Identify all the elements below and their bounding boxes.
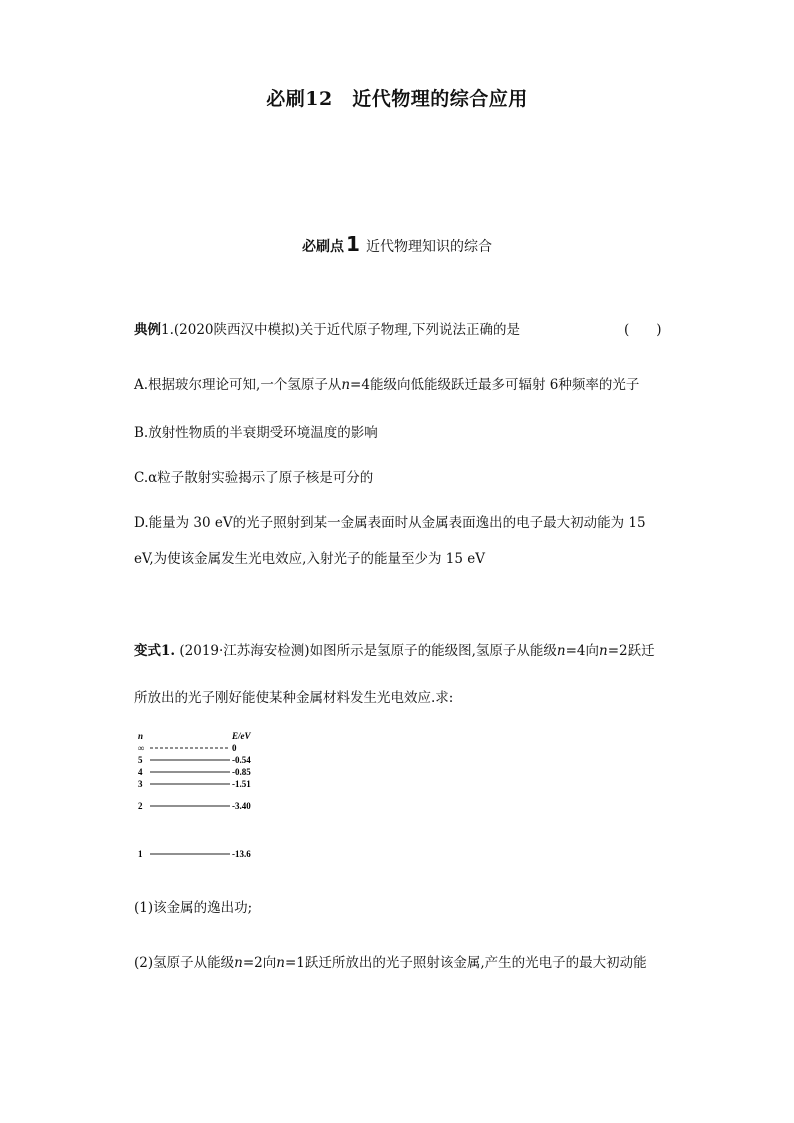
- option-a: [134, 373, 639, 393]
- option-b: B.放射性物质的半衰期受环境温度的影响: [134, 425, 378, 441]
- variant-text-a: (2019·江苏海安检测)如图所示是氢原子的能级图,氢原子从能级: [179, 643, 557, 659]
- page-title: 必刷12 近代物理的综合应用: [266, 88, 528, 110]
- level-n-label: 2: [138, 801, 143, 811]
- level-n-label: 5: [138, 755, 143, 765]
- energy-levels: [138, 743, 251, 859]
- level-energy-label: -1.51: [232, 779, 251, 789]
- level-n-label: 1: [138, 849, 143, 859]
- level-n-label: 3: [138, 779, 143, 789]
- q2-var-1: n: [234, 955, 243, 971]
- section-topic: 近代物理知识的综合: [365, 239, 492, 255]
- option-a-var: n: [341, 377, 351, 393]
- level-energy-label: -0.54: [232, 755, 251, 765]
- sub-question-2: [134, 951, 647, 971]
- level-energy-label: -0.85: [232, 767, 251, 777]
- variant-question-line-2: 所放出的光子刚好能使某种金属材料发生光电效应.求:: [134, 690, 454, 706]
- sub-question-1: (1)该金属的逸出功;: [134, 900, 253, 916]
- option-d-line-2: eV,为使该金属发生光电效应,入射光子的能量至少为 15 eV: [134, 551, 485, 567]
- q2-text-b: =2向: [242, 955, 277, 971]
- q2-text-c: =1跃迁所放出的光子照射该金属,产生的光电子的最大初动能: [284, 955, 647, 971]
- variant-label: 变式1.: [134, 643, 176, 659]
- q2-var-2: n: [276, 955, 285, 971]
- example-question-stem: [134, 318, 520, 338]
- variant-question-line-1: [134, 639, 655, 659]
- section-number: 1: [346, 232, 360, 256]
- variant-text-b: =4向: [565, 643, 599, 659]
- example-label: 典例: [134, 322, 161, 338]
- option-a-post: =4能级向低能级跃迁最多可辐射 6种频率的光子: [350, 377, 640, 393]
- example-stem-text: 1.(2020陕西汉中模拟)关于近代原子物理,下列说法正确的是: [161, 322, 521, 338]
- level-energy-label: -3.40: [232, 801, 251, 811]
- level-energy-label: -13.6: [232, 849, 251, 859]
- option-c: C.α粒子散射实验揭示了原子核是可分的: [134, 470, 374, 486]
- answer-parentheses: ( ): [624, 322, 662, 338]
- level-n-label: 4: [138, 767, 143, 777]
- option-d-line-1: D.能量为 30 eV的光子照射到某一金属表面时从金属表面逸出的电子最大初动能为 15: [134, 515, 646, 531]
- level-n-label: ∞: [138, 743, 145, 753]
- energy-level-diagram: [130, 728, 280, 868]
- diagram-e-header: E/eV: [232, 731, 251, 741]
- variant-text-c: =2跃迁: [607, 643, 655, 659]
- section-label: 必刷点: [302, 239, 345, 255]
- variant-var-1: n: [556, 643, 566, 659]
- level-energy-label: 0: [232, 743, 237, 753]
- diagram-n-header: n: [138, 731, 144, 741]
- variant-var-2: n: [598, 643, 608, 659]
- option-a-pre: A.根据玻尔理论可知,一个氢原子从: [134, 377, 342, 393]
- section-heading: [0, 232, 794, 256]
- q2-text-a: (2)氢原子从能级: [134, 955, 235, 971]
